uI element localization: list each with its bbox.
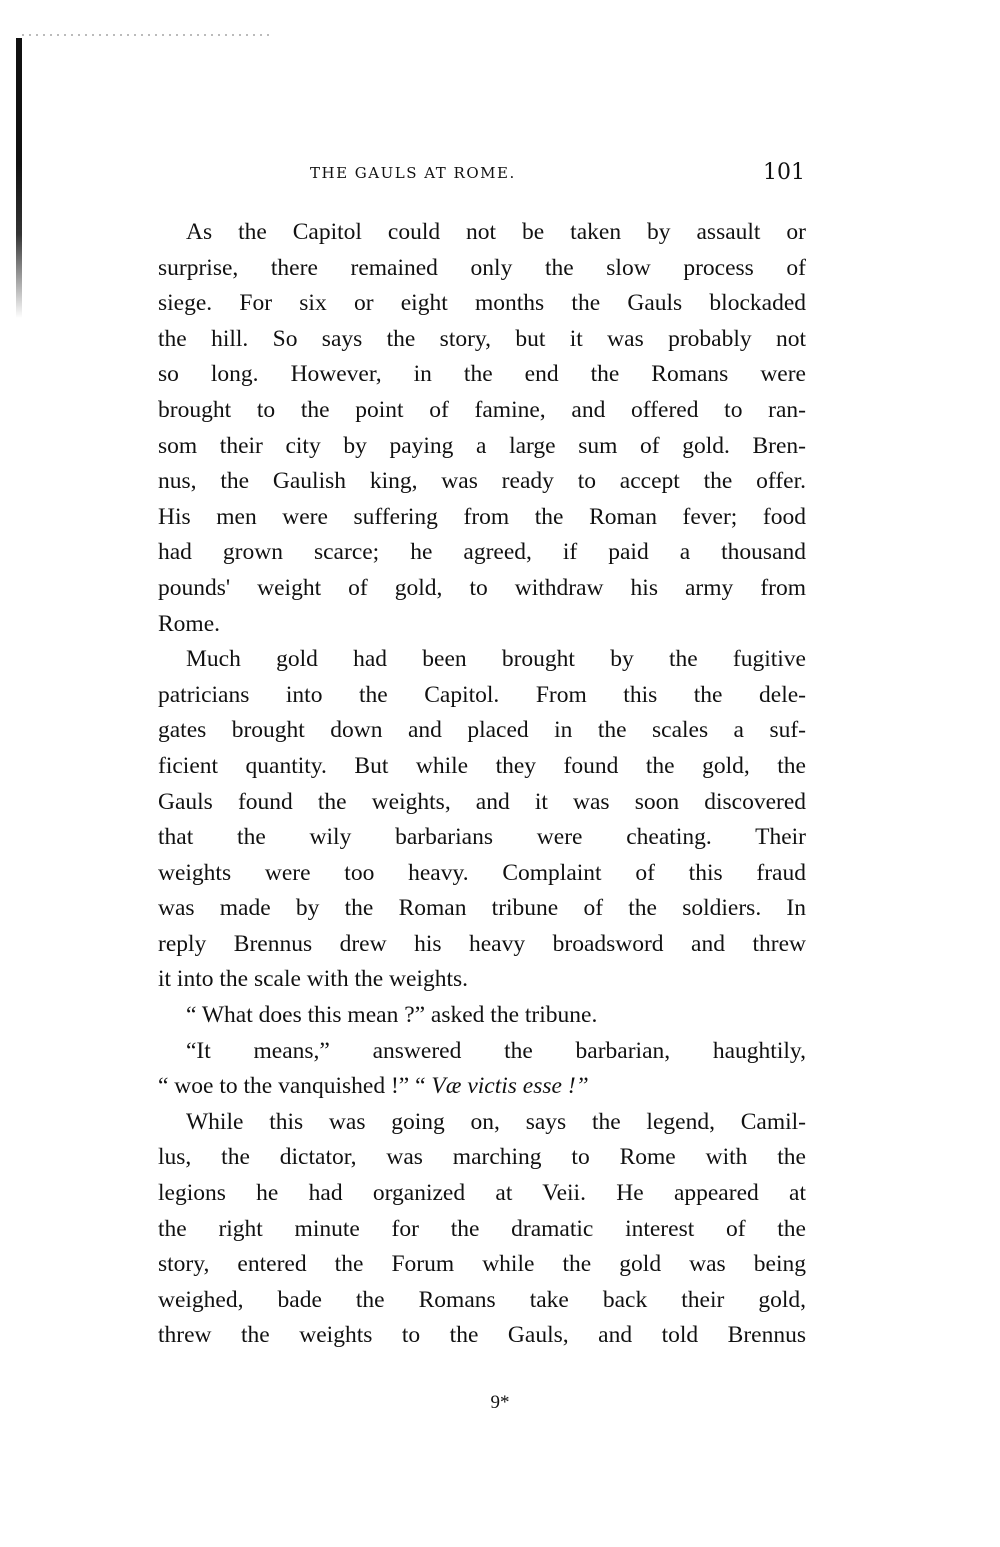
text-line bbox=[158, 500, 806, 536]
text-line bbox=[158, 357, 806, 393]
text-line bbox=[158, 1176, 806, 1212]
text-line bbox=[158, 1212, 806, 1248]
text-line bbox=[158, 215, 806, 251]
text-line-content: had grown scarce; he agreed, if paid a thousand bbox=[158, 539, 806, 566]
page-number: 101 bbox=[763, 160, 805, 185]
text-line bbox=[158, 820, 806, 856]
text-line-content: the right minute for the dramatic interest of the bbox=[158, 1215, 806, 1242]
text-line-content: “ What does this mean ?” asked the tribune. bbox=[186, 1002, 598, 1029]
text-line bbox=[158, 429, 806, 465]
page-header bbox=[160, 160, 805, 190]
text-line-content: som their city by paying a large sum of gold. Bren- bbox=[158, 432, 806, 459]
text-line bbox=[158, 322, 806, 358]
text-line bbox=[158, 891, 806, 927]
text-line bbox=[158, 571, 806, 607]
text-line-content: Gauls found the weights, and it was soon discovered bbox=[158, 788, 806, 815]
text-line-content: weighed, bade the Romans take back their gold, bbox=[158, 1286, 806, 1313]
text-line bbox=[158, 1318, 806, 1354]
text-line bbox=[158, 464, 806, 500]
text-line-content: brought to the point of famine, and offered to ran- bbox=[158, 396, 806, 423]
text-line-content: While this was going on, says the legend, Camil- bbox=[186, 1108, 806, 1135]
text-line-content: ficient quantity. But while they found the gold, the bbox=[158, 752, 806, 779]
text-line bbox=[158, 393, 806, 429]
text-line bbox=[158, 1140, 806, 1176]
text-line-content: siege. For six or eight months the Gauls blockaded bbox=[158, 290, 806, 317]
text-line bbox=[158, 749, 806, 785]
running-title: THE GAULS AT ROME. bbox=[310, 164, 516, 182]
text-line bbox=[158, 713, 806, 749]
text-line bbox=[158, 962, 806, 998]
text-line bbox=[158, 998, 806, 1034]
text-line-content: surprise, there remained only the slow process of bbox=[158, 254, 806, 281]
text-line bbox=[158, 286, 806, 322]
latin-phrase: Væ victis esse !” bbox=[431, 1073, 589, 1100]
text-line-content: Much gold had been brought by the fugitive bbox=[186, 646, 806, 673]
text-line-content: so long. However, in the end the Romans were bbox=[158, 361, 806, 388]
text-line bbox=[158, 678, 806, 714]
scan-edge-shadow bbox=[16, 38, 22, 318]
text-line-content: patricians into the Capitol. From this the dele- bbox=[158, 681, 806, 708]
scan-top-speckle bbox=[22, 34, 272, 36]
text-line bbox=[158, 1247, 806, 1283]
text-line bbox=[158, 251, 806, 287]
text-line bbox=[158, 785, 806, 821]
text-line bbox=[158, 1069, 806, 1105]
text-line-content: it into the scale with the weights. bbox=[158, 966, 469, 993]
text-line-content: As the Capitol could not be taken by assault or bbox=[186, 219, 806, 245]
body-text bbox=[158, 215, 806, 1354]
text-line-content: story, entered the Forum while the gold was being bbox=[158, 1251, 806, 1278]
text-line-content: gates brought down and placed in the scales a suf- bbox=[158, 717, 806, 744]
text-line-content: lus, the dictator, was marching to Rome with the bbox=[158, 1144, 806, 1171]
text-line-content: was made by the Roman tribune of the soldiers. In bbox=[158, 895, 806, 922]
text-line-content: pounds' weight of gold, to withdraw his army from bbox=[158, 574, 806, 601]
text-line bbox=[158, 607, 806, 643]
text-line-content: His men were suffering from the Roman fever; food bbox=[158, 503, 806, 530]
text-line bbox=[158, 1105, 806, 1141]
text-line bbox=[158, 1034, 806, 1070]
text-line-content: that the wily barbarians were cheating. Their bbox=[158, 824, 806, 851]
text-line-content: threw the weights to the Gauls, and told Brennus bbox=[158, 1322, 806, 1349]
text-line bbox=[158, 1283, 806, 1319]
text-line bbox=[158, 927, 806, 963]
text-line-content: the hill. So says the story, but it was probably not bbox=[158, 325, 806, 352]
text-line-content: nus, the Gaulish king, was ready to accept the offer. bbox=[158, 468, 806, 495]
text-line-content: Rome. bbox=[158, 610, 221, 637]
text-line bbox=[158, 642, 806, 678]
text-line-content: reply Brennus drew his heavy broadsword and threw bbox=[158, 930, 806, 957]
text-line-content: weights were too heavy. Complaint of this fraud bbox=[158, 859, 806, 886]
text-line-content: “It means,” answered the barbarian, haughtily, bbox=[186, 1037, 806, 1064]
text-line bbox=[158, 535, 806, 571]
signature-mark: 9* bbox=[490, 1392, 510, 1413]
text-line-content: “ woe to the vanquished !” “ bbox=[158, 1073, 432, 1100]
text-line bbox=[158, 856, 806, 892]
text-line-content: legions he had organized at Veii. He appeared at bbox=[158, 1180, 806, 1207]
